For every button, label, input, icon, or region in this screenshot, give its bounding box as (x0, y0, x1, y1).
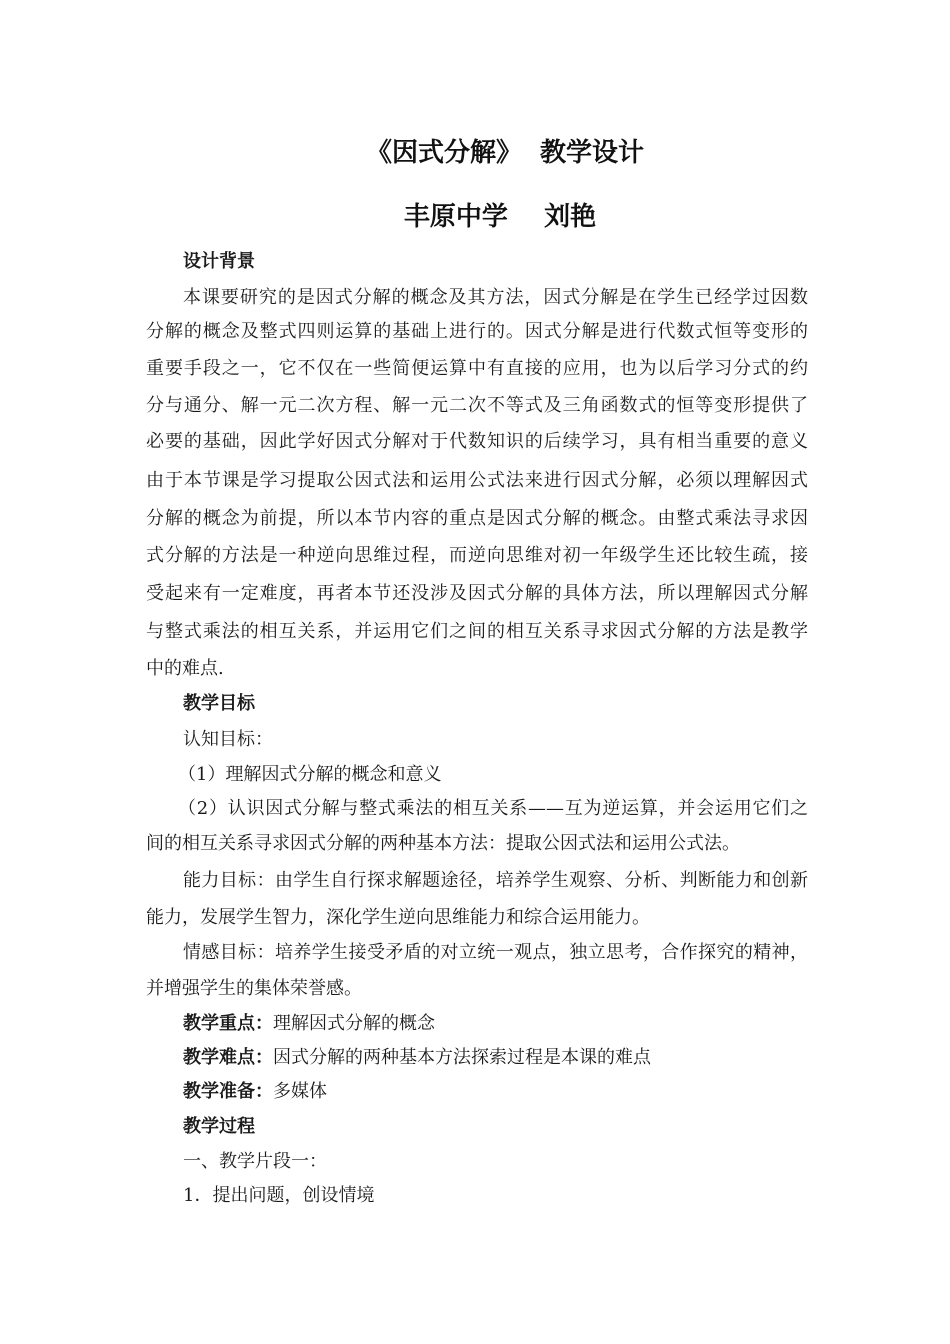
key-point-text: 理解因式分解的概念 (273, 1013, 435, 1034)
goal-item-1: （1）理解因式分解的概念和意义 (178, 764, 442, 785)
key-point-label: 教学重点： (183, 1013, 273, 1034)
ability-goal-line: 能力，发展学生智力，深化学生逆向思维能力和综合运用能力。 (146, 907, 650, 928)
paragraph-line: 分解的概念为前提，所以本节内容的重点是因式分解的概念。由整式乘法寻求因 (146, 508, 808, 529)
section-heading-goals: 教学目标 (183, 693, 255, 714)
key-point-row (146, 1012, 808, 1036)
section-heading-background: 设计背景 (183, 251, 255, 272)
ability-goal-line: 能力目标：由学生自行探求解题途径，培养学生观察、分析、判断能力和创新 (183, 870, 808, 891)
paragraph-line: 中的难点. (146, 658, 224, 679)
goal-item-2-line: 间的相互关系寻求因式分解的两种基本方法：提取公因式法和运用公式法。 (146, 833, 740, 854)
paragraph-line: 受起来有一定难度，再者本节还没涉及因式分解的具体方法，所以理解因式分解 (146, 583, 808, 604)
paragraph-line: 重要手段之一，它不仅在一些简便运算中有直接的应用，也为以后学习分式的约 (146, 358, 808, 379)
paragraph-line: 分解的概念及整式四则运算的基础上进行的。因式分解是进行代数式恒等变形的 (146, 321, 808, 342)
emotion-goal-line: 情感目标：培养学生接受矛盾的对立统一观点，独立思考，合作探究的精神， (183, 942, 808, 963)
process-segment: 一、教学片段一： (183, 1151, 327, 1172)
difficulty-row (146, 1046, 808, 1070)
preparation-row (146, 1080, 808, 1104)
process-step-1: 1．提出问题，创设情境 (183, 1185, 375, 1206)
goal-item-2-line: （2）认识因式分解与整式乘法的相互关系——互为逆运算，并会运用它们之 (178, 798, 808, 819)
difficulty-text: 因式分解的两种基本方法探索过程是本课的难点 (273, 1047, 651, 1068)
preparation-text: 多媒体 (273, 1081, 327, 1102)
difficulty-label: 教学难点： (183, 1047, 273, 1068)
paragraph-line: 分与通分、解一元二次方程、解一元二次不等式及三角函数式的恒等变形提供了 (146, 395, 808, 416)
document-title: 《因式分解》 教学设计 (365, 138, 645, 168)
emotion-goal-line: 并增强学生的集体荣誉感。 (146, 978, 362, 999)
preparation-label: 教学准备： (183, 1081, 273, 1102)
author-line: 丰原中学 刘艳 (403, 202, 597, 232)
paragraph-line: 与整式乘法的相互关系，并运用它们之间的相互关系寻求因式分解的方法是教学 (146, 621, 808, 642)
section-heading-process: 教学过程 (183, 1116, 255, 1137)
cognitive-goal-label: 认知目标： (183, 729, 273, 750)
paragraph-line: 必要的基础，因此学好因式分解对于代数知识的后续学习，具有相当重要的意义 (146, 431, 808, 452)
paragraph-line: 式分解的方法是一种逆向思维过程，而逆向思维对初一年级学生还比较生疏，接 (146, 545, 808, 566)
paragraph-line: 本课要研究的是因式分解的概念及其方法，因式分解是在学生已经学过因数 (183, 287, 808, 308)
paragraph-line: 由于本节课是学习提取公因式法和运用公式法来进行因式分解，必须以理解因式 (146, 470, 808, 491)
